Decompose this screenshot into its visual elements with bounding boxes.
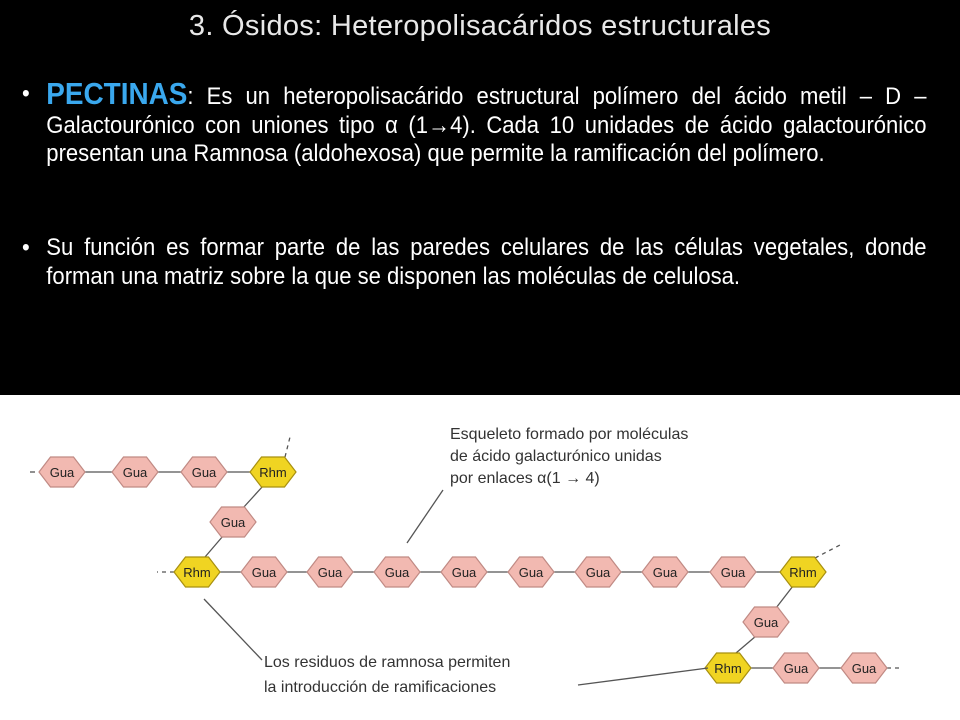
annotation-skeleton: Esqueleto formado por moléculas <box>450 426 689 443</box>
galacturonic-label: Gua <box>384 565 410 580</box>
galacturonic-label: Gua <box>317 565 343 580</box>
galacturonic-label: Gua <box>220 515 246 530</box>
galacturonic-label: Gua <box>851 661 877 676</box>
galacturonic-label: Gua <box>49 465 75 480</box>
function-description: Su función es formar parte de las paredes celulares de las células vegetales, donde forman una matriz sobre la que se disponen las moléculas de celulosa. <box>46 234 927 290</box>
galacturonic-label: Gua <box>251 565 277 580</box>
annotation-pointer <box>578 668 708 685</box>
bond-line <box>736 636 756 653</box>
chain-end-line <box>285 437 290 457</box>
chain-end-line <box>815 545 840 558</box>
ramnosa-label: Rhm <box>183 565 211 580</box>
bullet-dot: • <box>22 234 30 261</box>
ramnosa-label: Rhm <box>714 661 742 676</box>
ramnosa-label: Rhm <box>789 565 817 580</box>
galacturonic-label: Gua <box>720 565 746 580</box>
pectinas-keyword: PECTINAS <box>46 76 188 111</box>
bullet-function <box>22 234 927 291</box>
bullet-pectinas <box>22 76 927 169</box>
galacturonic-label: Gua <box>122 465 148 480</box>
galacturonic-label: Gua <box>652 565 678 580</box>
pectin-chain-diagram <box>0 395 960 720</box>
galacturonic-label: Gua <box>783 661 809 676</box>
pectinas-description: : Es un heteropolisacárido estructural polímero del ácido metil – D – Galactourónico con uniones tipo α (1→4). Cada 10 unidades de ácido galactourónico presentan una Ramnosa (aldohexosa) que permite la ramificación del polímero. <box>46 83 927 167</box>
ramnosa-label: Rhm <box>259 465 287 480</box>
annotation-skeleton: por enlaces α(1 → 4) <box>450 470 600 487</box>
galacturonic-label: Gua <box>585 565 611 580</box>
annotation-pointer <box>204 599 262 660</box>
galacturonic-label: Gua <box>191 465 217 480</box>
bond-line <box>205 536 223 557</box>
galacturonic-label: Gua <box>753 615 779 630</box>
bond-line <box>243 486 263 508</box>
pectin-structure-figure <box>0 395 960 720</box>
galacturonic-label: Gua <box>451 565 477 580</box>
slide-title: 3. Ósidos: Heteropolisacáridos estructurales <box>188 10 772 42</box>
annotation-ramnosa: la introducción de ramificaciones <box>264 679 497 696</box>
galacturonic-label: Gua <box>518 565 544 580</box>
annotation-pointer <box>407 490 443 543</box>
annotation-ramnosa: Los residuos de ramnosa permiten <box>264 654 511 671</box>
annotation-skeleton: de ácido galacturónico unidas <box>450 448 662 465</box>
bullet-dot: • <box>22 80 30 107</box>
bond-line <box>776 586 793 608</box>
